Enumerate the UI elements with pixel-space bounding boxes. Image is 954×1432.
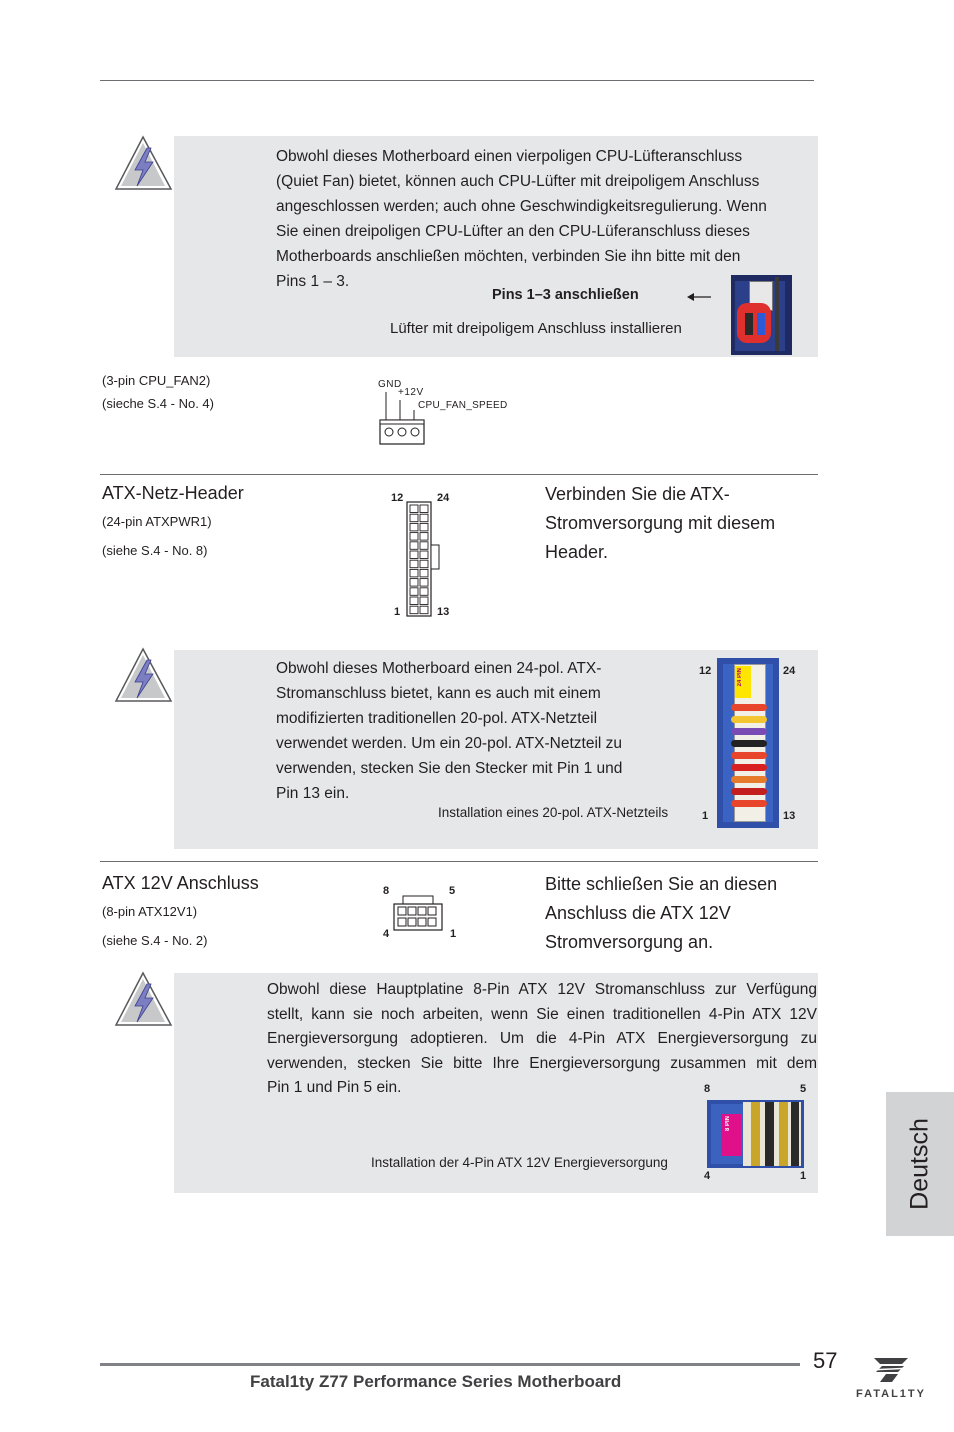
cpu-fan2-name: (3-pin CPU_FAN2) bbox=[102, 373, 211, 388]
atx12v-pin-8: 8 bbox=[383, 885, 390, 897]
pin4-pin-8: 8 bbox=[704, 1083, 711, 1095]
atx24-pin bbox=[410, 542, 418, 550]
atx20-note-text: Obwohl dieses Motherboard einen 24-pol. ATX- Stromanschluss bietet, kann es auch mit einem modifizierten traditionellen 20-pol. ATX-Netzteil verwendet werden. Um ein 20-pol. ATX-Netzteil zu verwenden, stecken Sie den Stecker mit Pin 1 und Pin 13 ein. bbox=[276, 660, 623, 802]
header-rule bbox=[100, 80, 814, 81]
pin4-caption: Installation der 4-Pin ATX 12V Energieversorgung bbox=[371, 1155, 668, 1170]
pins-connect-label: Pins 1–3 anschließen bbox=[492, 287, 639, 303]
footer-rule bbox=[100, 1363, 800, 1366]
atx12v-desc: Bitte schließen Sie an diesen Anschluss die ATX 12V Stromversorgung an. bbox=[545, 874, 778, 952]
section-rule-12v bbox=[100, 861, 818, 862]
atx12v-header-diagram bbox=[392, 894, 444, 934]
atx12v-name: (8-pin ATX12V1) bbox=[102, 904, 198, 919]
pin4-pin-4: 4 bbox=[704, 1170, 711, 1182]
pin4-note-text: Obwohl diese Hauptplatine 8-Pin ATX 12V Stromanschluss zur Verfügung stellt, kann sie noch arbeiten, wenn Sie einen traditionellen 4-Pin ATX 12V Energieversorgung adoptieren. Um die 4-Pin ATX Energieversorgung zu verwenden, stecken Sie bitte Ihre Energieversorgung zusammen mit dem Pin 1 und Pin 5 ein. bbox=[267, 981, 817, 1096]
fan-install-caption: Lüfter mit dreipoligem Anschluss installieren bbox=[390, 320, 682, 337]
atx24-header-diagram bbox=[406, 496, 446, 620]
atx24-pin bbox=[420, 569, 428, 577]
atx24-pin bbox=[420, 560, 428, 568]
fatal1ty-logo bbox=[852, 1356, 932, 1406]
atx24-pin bbox=[420, 606, 428, 614]
pin4-pin-5: 5 bbox=[800, 1083, 807, 1095]
atx-pin-13: 13 bbox=[437, 606, 450, 618]
warning-icon bbox=[113, 134, 175, 192]
atx20-install-photo bbox=[717, 658, 779, 828]
fan-note-text: Obwohl dieses Motherboard einen vierpoligen CPU-Lüfteranschluss (Quiet Fan) bietet, können auch CPU-Lüfter mit dreipoligem Anschluss angeschlossen werden; auch ohne Geschwindigkeitsregulierung. Wenn Sie einen dreipoligen CPU-Lüfter an den CPU-Lüferanschluss dieses Motherboards anschließen möchten, verbinden Sie ihn bitte mit den Pins 1 – 3. bbox=[276, 148, 767, 290]
v12-label: +12V bbox=[398, 387, 424, 398]
pin4-pin-1: 1 bbox=[800, 1170, 807, 1182]
atx24-pin bbox=[410, 606, 418, 614]
fatal1ty-emblem-icon bbox=[868, 1356, 914, 1384]
language-tab bbox=[886, 1092, 954, 1236]
atx24-pin bbox=[420, 523, 428, 531]
atx24-pin bbox=[410, 514, 418, 522]
atx24-pin bbox=[410, 588, 418, 596]
fan-connector-photo bbox=[731, 275, 792, 355]
warning-icon bbox=[113, 646, 175, 704]
atx-power-title: ATX-Netz-Header bbox=[102, 483, 244, 503]
atx24-pin bbox=[410, 551, 418, 559]
atx24-pin bbox=[420, 597, 428, 605]
pin4-install-photo bbox=[707, 1100, 804, 1168]
atx24-pin bbox=[420, 514, 428, 522]
atx12v-title: ATX 12V Anschluss bbox=[102, 873, 259, 893]
atx24-pin bbox=[410, 560, 418, 568]
atx24-pin bbox=[410, 597, 418, 605]
section-rule-atx bbox=[100, 474, 818, 475]
atx24-pin bbox=[410, 505, 418, 513]
atx24-pin bbox=[410, 569, 418, 577]
atx20-caption: Installation eines 20-pol. ATX-Netzteils bbox=[438, 805, 669, 820]
fan-speed-label: CPU_FAN_SPEED bbox=[418, 400, 508, 411]
footer-title: Fatal1ty Z77 Performance Series Motherboard bbox=[250, 1372, 622, 1391]
atx24-pin bbox=[410, 523, 418, 531]
language-tab-label: Deutsch bbox=[905, 1118, 934, 1210]
atx20-pin-12: 12 bbox=[699, 665, 712, 677]
cpu-fan2-ref: (sieche S.4 - No. 4) bbox=[102, 396, 214, 411]
warning-icon bbox=[113, 970, 175, 1028]
atx20-pin-13: 13 bbox=[783, 810, 796, 822]
gnd-label: GND bbox=[378, 379, 402, 390]
cpu-fan-diagram bbox=[376, 376, 516, 448]
fan-header-pins bbox=[376, 376, 436, 448]
atx-power-desc: Verbinden Sie die ATX- Stromversorgung mit diesem Header. bbox=[545, 484, 776, 562]
atx24-pin bbox=[420, 588, 428, 596]
atx-pin-12: 12 bbox=[391, 492, 404, 504]
atx24-pin bbox=[420, 551, 428, 559]
atx24-pin bbox=[410, 579, 418, 587]
atx24-pin bbox=[420, 579, 428, 587]
atx24-pin bbox=[420, 533, 428, 541]
atx12v-pin-5: 5 bbox=[449, 885, 456, 897]
atx24-pin bbox=[410, 533, 418, 541]
fatal1ty-logo-text: FATAL1TY bbox=[856, 1388, 926, 1400]
atx20-pin-1: 1 bbox=[702, 810, 709, 822]
atx12v-ref: (siehe S.4 - No. 2) bbox=[102, 933, 208, 948]
atx12v-pin-4: 4 bbox=[383, 928, 390, 940]
page-number: 57 bbox=[813, 1348, 838, 1373]
atx-power-ref: (siehe S.4 - No. 8) bbox=[102, 543, 208, 558]
pin4-sticker: 8 PIN bbox=[725, 1116, 731, 1132]
atx-pin-1: 1 bbox=[394, 606, 401, 618]
atx24-pin bbox=[420, 542, 428, 550]
atx12v-pin-1: 1 bbox=[450, 928, 457, 940]
atx24-pin bbox=[420, 505, 428, 513]
atx20-pin-24: 24 bbox=[783, 665, 796, 677]
atx20-sticker: 24 PIN bbox=[737, 668, 743, 687]
arrow-left-icon bbox=[686, 291, 712, 303]
atx-pin-24: 24 bbox=[437, 492, 450, 504]
atx-power-name: (24-pin ATXPWR1) bbox=[102, 514, 212, 529]
